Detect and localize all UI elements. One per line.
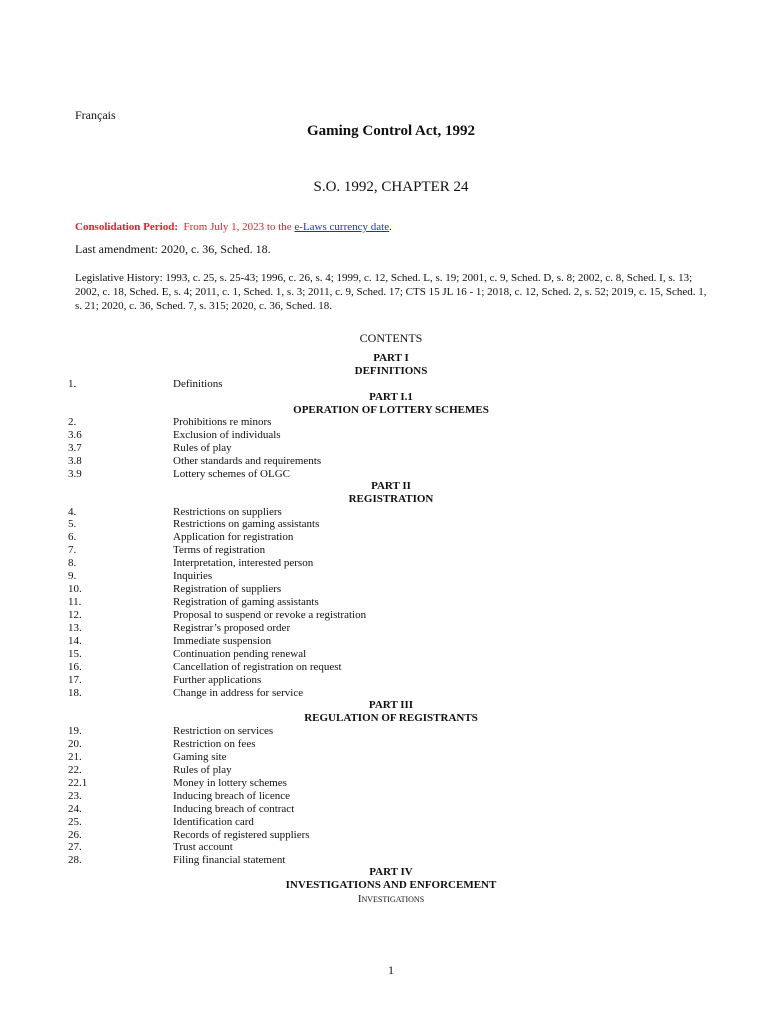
section-number: 15. [68,648,82,660]
toc-entry[interactable] [0,751,768,764]
last-amendment: Last amendment: 2020, c. 36, Sched. 18. [75,242,271,256]
toc-entry[interactable] [0,803,768,816]
section-number: 21. [68,751,82,763]
part-title: OPERATION OF LOTTERY SCHEMES [293,404,489,416]
consolidation-period [75,221,392,233]
toc-entry[interactable] [0,816,768,829]
section-number: 20. [68,738,82,750]
toc-entry[interactable] [0,790,768,803]
section-title: Registration of suppliers [173,583,282,595]
section-title: Restriction on services [173,725,274,737]
section-number: 3.7 [68,442,82,454]
section-number: 23. [68,790,82,802]
consolidation-label: Consolidation Period: [75,221,178,233]
section-title: Registrar’s proposed order [173,622,291,634]
consolidation-text: From July 1, 2023 to the [183,221,292,233]
section-title: Prohibitions re minors [173,416,272,428]
section-title: Terms of registration [173,544,266,556]
toc-entry[interactable] [0,622,768,635]
consolidation-period-end: . [389,221,392,233]
section-title: Inquiries [173,570,213,582]
section-number: 3.6 [68,429,82,441]
section-title: Filing financial statement [173,854,286,866]
section-number: 18. [68,687,82,699]
part-title: REGULATION OF REGISTRANTS [304,712,478,724]
page-number: 1 [388,963,394,977]
toc-entry[interactable] [0,544,768,557]
toc-entry[interactable] [0,725,768,738]
section-title: Restriction on fees [173,738,256,750]
investigations-subheading: Investigations [357,893,425,905]
section-title: Other standards and requirements [173,455,322,467]
part-heading [0,391,768,417]
part-heading [0,866,768,892]
e-laws-currency-date-link[interactable]: e-Laws currency date [294,221,390,233]
toc-entry[interactable] [0,661,768,674]
section-number: 28. [68,854,82,866]
part-number: PART III [368,699,414,711]
section-number: 4. [68,506,77,518]
toc-entry[interactable] [0,674,768,687]
part-heading [0,480,768,506]
section-number: 27. [68,841,82,853]
toc-entry[interactable] [0,648,768,661]
part-heading [0,699,768,725]
section-number: 11. [68,596,82,608]
toc-entry[interactable] [0,596,768,609]
section-number: 8. [68,557,77,569]
part-number: PART I [373,352,409,364]
section-number: 17. [68,674,82,686]
toc-entry[interactable] [0,416,768,429]
section-title: Definitions [173,378,223,390]
section-title: Exclusion of individuals [173,429,281,441]
section-title: Interpretation, interested person [173,557,314,569]
section-number: 1. [68,378,77,390]
toc-entry[interactable] [0,609,768,622]
section-number: 22. [68,764,82,776]
part-number: PART II [371,480,411,492]
toc-entry[interactable] [0,583,768,596]
section-title: Continuation pending renewal [173,648,307,660]
section-number: 22.1 [68,777,88,789]
section-title: Restrictions on gaming assistants [173,518,320,530]
section-number: 24. [68,803,82,815]
section-title: Proposal to suspend or revoke a registration [173,609,367,621]
section-title: Records of registered suppliers [173,829,310,841]
toc-entry[interactable] [0,518,768,531]
section-number: 12. [68,609,82,621]
section-number: 13. [68,622,82,634]
section-number: 2. [68,416,77,428]
section-number: 25. [68,816,82,828]
section-number: 16. [68,661,82,673]
part-number: PART I.1 [369,391,413,403]
section-title: Registration of gaming assistants [173,596,319,608]
section-title: Inducing breach of licence [173,790,290,802]
part-title: DEFINITIONS [354,365,428,377]
contents-title: CONTENTS [359,331,423,345]
chapter-heading: S.O. 1992, CHAPTER 24 [313,179,469,195]
toc-entry[interactable] [0,777,768,790]
section-number: 9. [68,570,77,582]
toc-entry[interactable] [0,738,768,751]
section-title: Cancellation of registration on request [173,661,342,673]
toc-entry[interactable] [0,570,768,583]
section-number: 3.9 [68,468,82,480]
toc-entry[interactable] [0,841,768,854]
section-title: Rules of play [173,442,232,454]
section-title: Restrictions on suppliers [173,506,282,518]
section-title: Inducing breach of contract [173,803,295,815]
act-title: Gaming Control Act, 1992 [306,123,476,139]
toc-entry[interactable] [0,531,768,544]
section-title: Gaming site [173,751,227,763]
toc-entry[interactable] [0,442,768,455]
section-title: Rules of play [173,764,232,776]
part-title: INVESTIGATIONS AND ENFORCEMENT [285,879,497,891]
legislative-history: Legislative History: 1993, c. 25, s. 25-43; 1996, c. 26, s. 4; 1999, c. 12, Sched. L, s. 19; 2001, c. 9, Sched. D, s. 8; 2002, c. 8, Sched. I, s. 13; 2002, c. 18, Sched. E, s. 4; 2011, c. 1, Sched. 1, s. 3; 2011, c. 9, Sched. 17; CTS 15 JL 16 - 1; 2018, c. 12, Sched. 2, s. 52; 2019, c. 15, Sched. 1, s. 21; 2020, c. 36, Sched. 7, s. 315; 2020, c. 36, Sched. 18. [75,272,707,312]
part-number: PART IV [369,866,413,878]
section-number: 7. [68,544,77,556]
section-title: Identification card [173,816,254,828]
section-number: 19. [68,725,82,737]
section-number: 10. [68,583,82,595]
toc-entry[interactable] [0,429,768,442]
section-number: 6. [68,531,77,543]
part-heading [0,352,768,378]
section-title: Change in address for service [173,687,304,699]
toc-entry[interactable] [0,557,768,570]
part-title: REGISTRATION [348,493,434,505]
toc-entry[interactable] [0,378,768,391]
toc-entry[interactable] [0,455,768,468]
section-title: Further applications [173,674,262,686]
section-title: Money in lottery schemes [173,777,287,789]
section-title: Application for registration [173,531,294,543]
section-number: 26. [68,829,82,841]
section-title: Trust account [173,841,233,853]
section-number: 5. [68,518,77,530]
section-title: Lottery schemes of OLGC [173,468,290,480]
french-language-link[interactable]: Français [75,108,116,122]
section-title: Immediate suspension [173,635,272,647]
toc-entry[interactable] [0,764,768,777]
section-number: 3.8 [68,455,82,467]
section-number: 14. [68,635,82,647]
toc-entry[interactable] [0,635,768,648]
